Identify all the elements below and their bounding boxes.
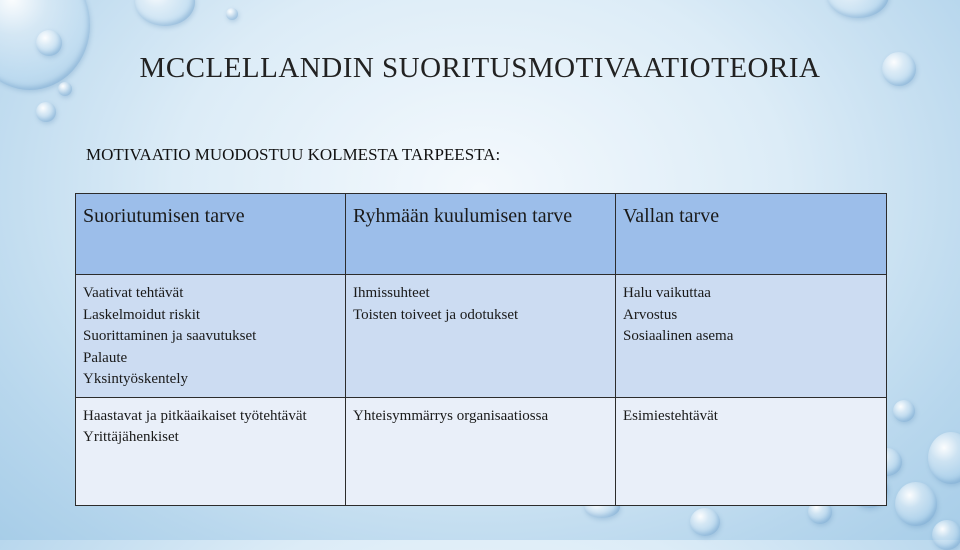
list-item: Yrittäjähenkiset xyxy=(83,429,179,445)
slide-subtitle: MOTIVAATIO MUODOSTUU KOLMESTA TARPEESTA: xyxy=(86,145,501,164)
cell-achievement-traits xyxy=(76,275,346,398)
list-item: Yhteisymmärrys organisaatiossa xyxy=(353,407,549,424)
table-header-row xyxy=(76,194,887,275)
list-item: Yksintyöskentely xyxy=(83,371,188,387)
needs-table xyxy=(75,193,887,506)
list-item: Suorittaminen ja saavutukset xyxy=(83,328,257,344)
list-item: Vaativat tehtävät xyxy=(83,285,184,301)
slide-title: MCCLELLANDIN SUORITUSMOTIVAATIOTEORIA xyxy=(139,52,821,84)
cell-affiliation-traits xyxy=(346,275,616,398)
list-item: Esimiestehtävät xyxy=(623,407,718,424)
list-item: Laskelmoidut riskit xyxy=(83,306,201,323)
cell-achievement-work xyxy=(76,397,346,505)
list-item: Haastavat ja pitkäaikaiset työtehtävät xyxy=(83,407,307,424)
list-item: Halu vaikuttaa xyxy=(623,285,711,301)
header-power: Vallan tarve xyxy=(616,194,887,275)
cell-power-work xyxy=(616,397,887,505)
list-item: Palaute xyxy=(83,349,128,366)
list-item: Ihmissuhteet xyxy=(353,285,430,301)
table-row xyxy=(76,397,887,505)
cell-power-traits xyxy=(616,275,887,398)
list-item: Toisten toiveet ja odotukset xyxy=(353,306,519,323)
list-item: Sosiaalinen asema xyxy=(623,328,734,344)
table-row xyxy=(76,275,887,398)
header-achievement: Suoriutumisen tarve xyxy=(76,194,346,275)
cell-affiliation-work xyxy=(346,397,616,505)
list-item: Arvostus xyxy=(623,306,678,323)
header-affiliation: Ryhmään kuulumisen tarve xyxy=(346,194,616,275)
